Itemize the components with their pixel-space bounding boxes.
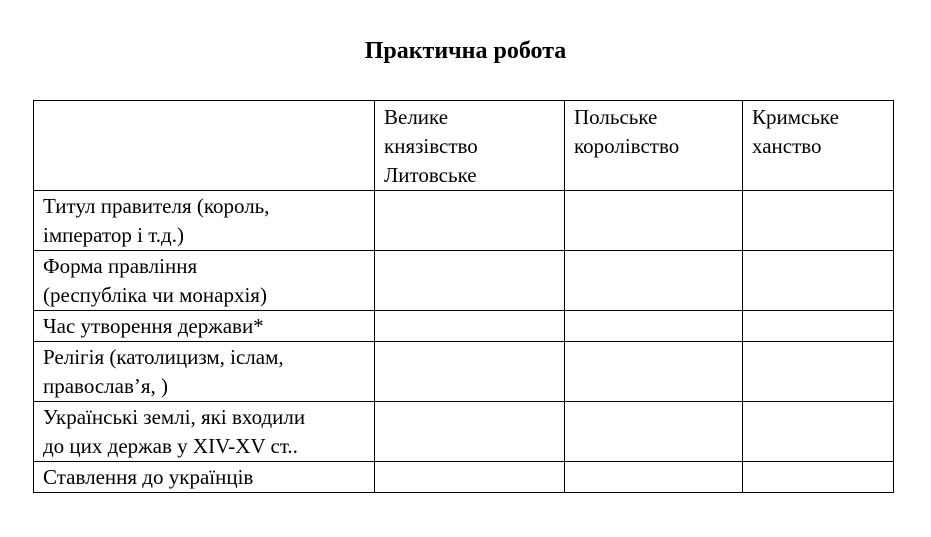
answer-cell[interactable] <box>743 311 894 342</box>
answer-cell[interactable] <box>565 311 743 342</box>
table-row <box>34 342 894 402</box>
answer-cell[interactable] <box>565 342 743 402</box>
row-label: Форма правління (республіка чи монархія) <box>34 251 375 311</box>
comparison-table <box>33 100 894 493</box>
row-label: Ставлення до українців <box>34 462 375 493</box>
answer-cell[interactable] <box>375 462 565 493</box>
row-label: Українські землі, які входили до цих держав у XIV-XV ст.. <box>34 402 375 462</box>
page-title: Практична робота <box>364 38 567 64</box>
table-row <box>34 402 894 462</box>
row-label: Релігія (католицизм, іслам, православ’я, ) <box>34 342 375 402</box>
table-header-row <box>34 101 894 191</box>
answer-cell[interactable] <box>565 251 743 311</box>
header-cell-poland: Польське королівство <box>565 101 743 191</box>
answer-cell[interactable] <box>743 251 894 311</box>
answer-cell[interactable] <box>375 402 565 462</box>
answer-cell[interactable] <box>565 462 743 493</box>
answer-cell[interactable] <box>375 342 565 402</box>
answer-cell[interactable] <box>375 251 565 311</box>
table-row <box>34 191 894 251</box>
table-row <box>34 251 894 311</box>
answer-cell[interactable] <box>743 191 894 251</box>
answer-cell[interactable] <box>743 462 894 493</box>
header-cell-empty <box>34 101 375 191</box>
row-label: Титул правителя (король, імператор і т.д.) <box>34 191 375 251</box>
header-cell-lithuania: Велике князівство Литовське <box>375 101 565 191</box>
table-row <box>34 462 894 493</box>
answer-cell[interactable] <box>743 402 894 462</box>
answer-cell[interactable] <box>375 311 565 342</box>
answer-cell[interactable] <box>743 342 894 402</box>
answer-cell[interactable] <box>565 402 743 462</box>
table-row <box>34 311 894 342</box>
answer-cell[interactable] <box>565 191 743 251</box>
header-cell-crimea: Кримське ханство <box>743 101 894 191</box>
answer-cell[interactable] <box>375 191 565 251</box>
row-label: Час утворення держави* <box>34 311 375 342</box>
